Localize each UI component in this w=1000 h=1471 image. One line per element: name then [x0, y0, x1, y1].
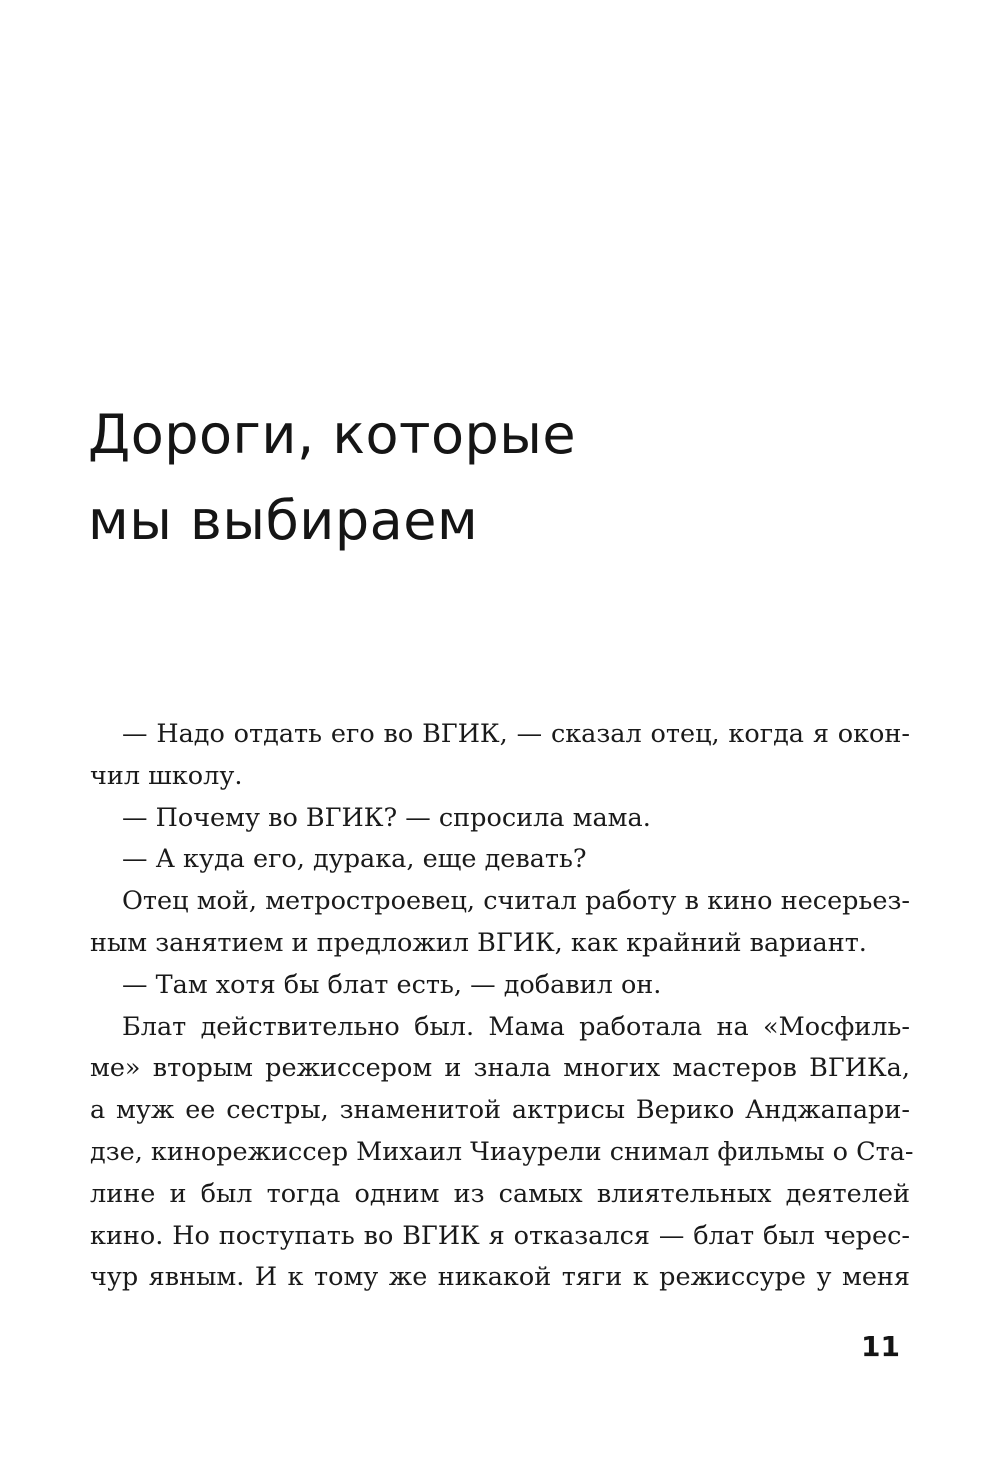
text-line: дзе, кинорежиссер Михаил Чиаурели снимал фильмы о Ста- — [90, 1136, 914, 1167]
page-number: 11 — [861, 1330, 900, 1363]
chapter-title-line-2: мы выбираем — [88, 489, 479, 552]
text-line: — А куда его, дурака, еще девать? — [122, 844, 587, 875]
text-line: чур явным. И к тому же никакой тяги к режиссуре у меня — [90, 1262, 910, 1293]
text-line: лине и был тогда одним из самых влиятельных деятелей — [90, 1178, 910, 1209]
chapter-title-line-1: Дороги, которые — [88, 403, 577, 466]
text-line: — Там хотя бы блат есть, — добавил он. — [122, 969, 662, 1000]
text-line: ме» вторым режиссером и знала многих мастеров ВГИКа, — [90, 1053, 910, 1084]
text-line: — Надо отдать его во ВГИК, — сказал отец, когда я окон- — [122, 719, 910, 749]
text-line: Отец мой, метростроевец, считал работу в кино несерьез- — [122, 886, 910, 917]
text-line: — Почему во ВГИК? — спросила мама. — [122, 802, 651, 833]
text-line: кино. Но поступать во ВГИК я отказался — блат был черес- — [90, 1220, 910, 1251]
text-line: а муж ее сестры, знаменитой актрисы Верико Анджапари- — [90, 1095, 910, 1126]
text-line: Блат действительно был. Мама работала на «Мосфиль- — [122, 1011, 910, 1042]
body-text — [90, 714, 914, 1299]
text-line: чил школу. — [90, 760, 243, 791]
text-line: ным занятием и предложил ВГИК, как крайний вариант. — [90, 927, 867, 958]
chapter-title — [88, 392, 848, 564]
